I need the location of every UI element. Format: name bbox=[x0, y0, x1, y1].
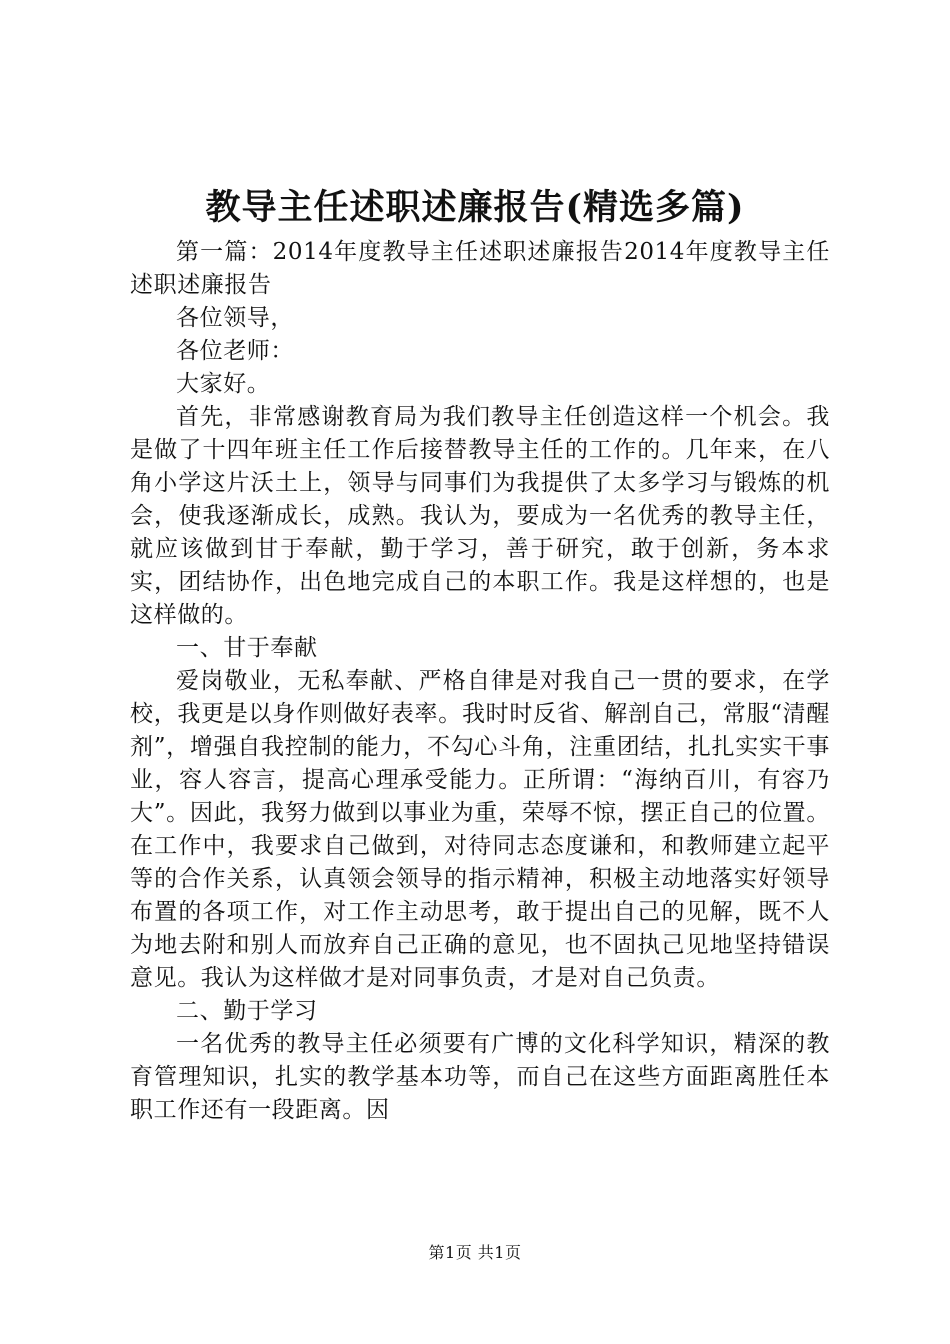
paragraph-salutation-leaders: 各位领导， bbox=[176, 305, 294, 331]
page-footer: 第1页 共1页 bbox=[428, 1243, 522, 1262]
section-heading-dedication: 一、甘于奉献 bbox=[176, 635, 318, 661]
paragraph-greeting: 大家好。 bbox=[176, 371, 271, 397]
paragraph-chapter-heading: 第一篇：2014年度教导主任述职述廉报告2014年度教导主任述职述廉报告 bbox=[130, 239, 830, 298]
document-body bbox=[130, 236, 830, 1127]
paragraph-dedication: 爱岗敬业，无私奉献、严格自律是对我自己一贯的要求，在学校，我更是以身作则做好表率。我时时反省、解剖自己，常服“清醒剂”，增强自我控制的能力，不勾心斗角，注重团结，扎扎实实干事业，容人容言，提高心理承受能力。正所谓：“海纳百川，有容乃大”。因此，我努力做到以事业为重，荣辱不惊，摆正自己的位置。在工作中，我要求自己做到，对待同志态度谦和，和教师建立起平等的合作关系，认真领会领导的指示精神，积极主动地落实好领导布置的各项工作，对工作主动思考，敢于提出自己的见解，既不人为地去附和别人而放弃自己正确的意见，也不固执己见地坚持错误意见。我认为这样做才是对同事负责，才是对自己负责。 bbox=[130, 668, 830, 991]
section-heading-learning: 二、勤于学习 bbox=[176, 998, 318, 1024]
paragraph-salutation-teachers: 各位老师： bbox=[176, 338, 294, 364]
paragraph-intro: 首先，非常感谢教育局为我们教导主任创造这样一个机会。我是做了十四年班主任工作后接替教导主任的工作的。几年来，在八角小学这片沃土上，领导与同事们为我提供了太多学习与锻炼的机会，使我逐渐成长，成熟。我认为，要成为一名优秀的教导主任，就应该做到甘于奉献，勤于学习，善于研究，敢于创新，务本求实，团结协作，出色地完成自己的本职工作。我是这样想的，也是这样做的。 bbox=[130, 404, 830, 628]
document-title: 教导主任述职述廉报告(精选多篇) bbox=[205, 187, 745, 228]
paragraph-learning: 一名优秀的教导主任必须要有广博的文化科学知识，精深的教育管理知识，扎实的教学基本功等，而自己在这些方面距离胜任本职工作还有一段距离。因 bbox=[130, 1031, 830, 1123]
